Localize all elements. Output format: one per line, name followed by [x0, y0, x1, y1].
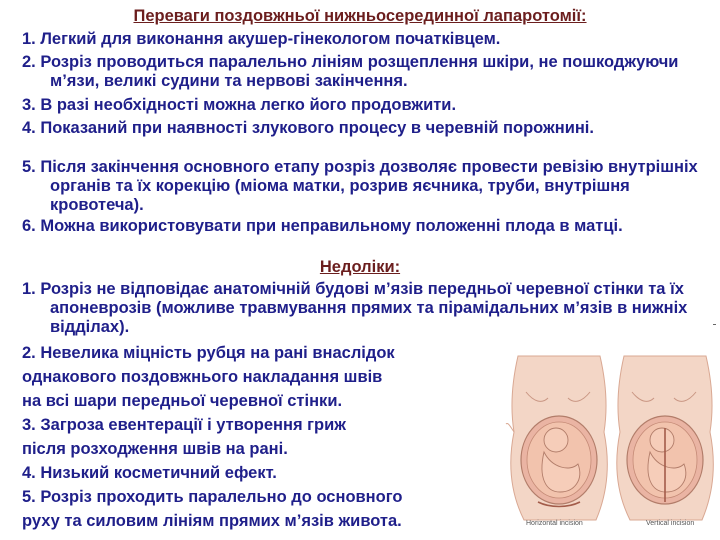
advantage-item-4: 4. Показаний при наявності злукового процесу в черевній порожнині.	[22, 119, 594, 137]
torso-illustration-svg	[504, 352, 716, 524]
disadvantage-line: 3. Загроза евентерації і утворення гриж	[22, 416, 346, 434]
incision-illustration	[504, 352, 716, 527]
advantage-item-5: 5. Після закінчення основного етапу розріз дозволяє провести ревізію внутрішніх органів та їх корекцію (міома матки, розрив яєчника, труби, внутрішня кровотеча).	[22, 158, 698, 214]
horizontal-incision-torso	[506, 356, 607, 520]
disadvantage-line: 4. Низький косметичний ефект.	[22, 464, 277, 482]
caption-horizontal: Horizontal incision	[526, 520, 583, 527]
disadvantage-item-1: 1. Розріз не відповідає анатомічній будові м’язів передньої черевної стінки та їх апоневрозів (можливе травмування прямих та пірамідальних м’язів в нижніх відділах).	[22, 280, 688, 336]
disadvantage-line: після розходження швів на рані.	[22, 440, 288, 458]
disadvantage-line: руху та силовим лініям прямих м’язів живота.	[22, 512, 402, 530]
caption-vertical: Vertical incision	[646, 520, 695, 527]
decorative-tick	[713, 324, 716, 325]
vertical-incision-torso	[617, 356, 713, 520]
disadvantage-line: однакового поздовжнього накладання швів	[22, 368, 383, 386]
page-title: Переваги поздовжньої нижньосерединної лапаротомії:	[133, 7, 587, 25]
disadvantages-heading: Недоліки:	[319, 258, 401, 276]
advantage-item-1: 1. Легкий для виконання акушер-гінекологом початківцем.	[22, 30, 501, 48]
advantage-item-3: 3. В разі необхідності можна легко його продовжити.	[22, 96, 457, 114]
disadvantage-line: на всі шари передньої черевної стінки.	[22, 392, 343, 410]
disadvantage-line: 5. Розріз проходить паралельно до основного	[22, 488, 403, 506]
advantage-item-6: 6. Можна використовувати при неправильному положенні плода в матці.	[22, 217, 623, 235]
advantage-item-2: 2. Розріз проводиться паралельно лініям розщеплення шкіри, не пошкоджуючи м’язи, великі судини та нервові закінчення.	[22, 53, 679, 90]
disadvantage-line: 2. Невелика міцність рубця на рані внаслідок	[22, 344, 395, 362]
